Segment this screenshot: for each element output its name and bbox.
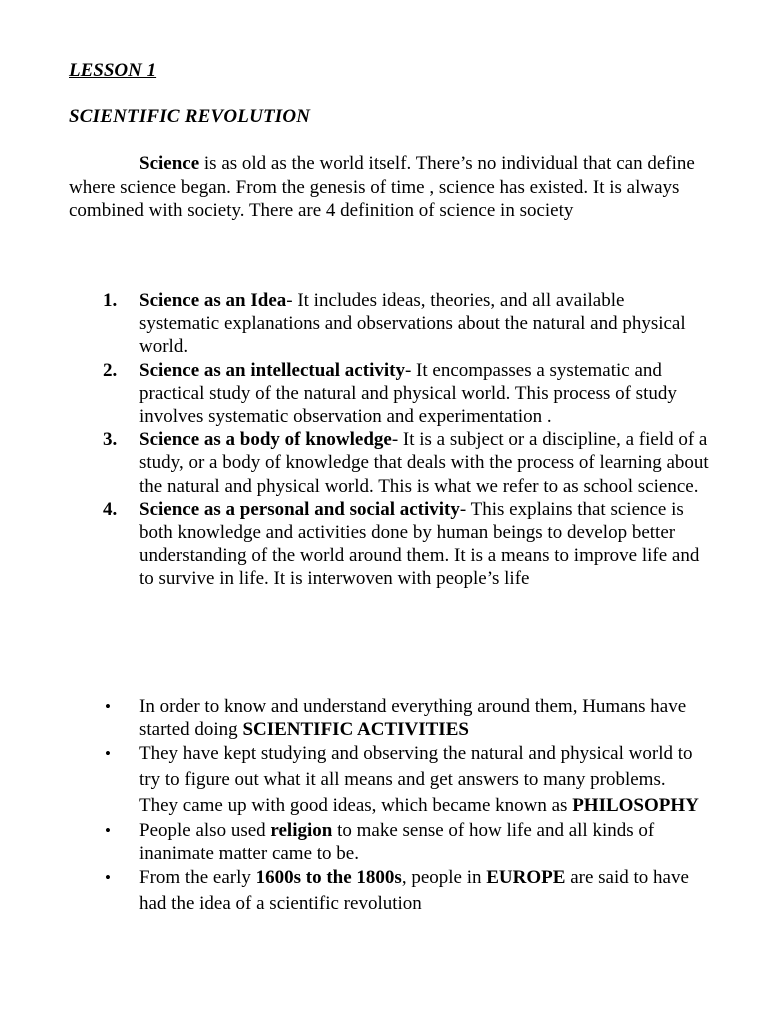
list-number: 3.: [103, 429, 118, 451]
bullet-text-after: to make sense of how life and all kinds of inanimate matter came to be.: [139, 820, 655, 864]
definition-text: - It is a subject or a discipline, a field of a study, or a body of knowledge that deals with the process of learning about the natural and physical world. This is what we refer to as school science.: [139, 429, 709, 497]
definition-term: Science as an intellectual activity: [139, 359, 405, 381]
lesson-heading: LESSON 1: [69, 60, 157, 81]
definition-text: - It includes ideas, theories, and all available systematic explanations and observations about the natural and physical world.: [139, 290, 686, 358]
definition-item: [69, 498, 709, 591]
bullet-item: [69, 819, 709, 865]
bullet-text-after: are said to have had the idea of a scientific revolution: [139, 867, 689, 914]
section-title: SCIENTIFIC REVOLUTION: [69, 106, 311, 127]
bullet-symbol: •: [105, 868, 111, 887]
intro-bold-term: Science: [139, 153, 200, 174]
definition-text: - It encompasses a systematic and practical study of the natural and physical world. This process of study involves systematic observation and experimentation .: [139, 359, 677, 428]
bullet-text: In order to know and understand everything around them, Humans have started doing: [139, 696, 687, 740]
bullet-item: [69, 865, 709, 917]
bullet-bold-text: religion: [270, 820, 333, 841]
intro-paragraph: [69, 152, 699, 223]
definition-term: Science as an Idea: [139, 290, 287, 311]
list-number: 4.: [103, 498, 118, 520]
bullet-bold-text: SCIENTIFIC ACTIVITIES: [242, 719, 469, 740]
bullet-bold-text-2: EUROPE: [486, 867, 566, 888]
definition-item: [69, 359, 709, 429]
definition-term: Science as a body of knowledge: [139, 429, 392, 451]
definition-item: [69, 428, 709, 498]
bullet-text: They have kept studying and observing the natural and physical world to try to figure out what it all means and get answers to many problems. They came up with good ideas, which became known as: [139, 743, 693, 816]
bullet-text: People also used: [139, 820, 271, 841]
bullet-item: [69, 695, 709, 741]
definitions-list: [69, 289, 709, 591]
bullet-bold-text: 1600s to the 1800s: [255, 867, 402, 888]
bullet-bold-text: PHILOSOPHY: [572, 795, 699, 816]
bullet-text-middle: , people in: [401, 867, 487, 888]
definition-term: Science as a personal and social activity: [139, 498, 460, 520]
definition-text: - This explains that science is both knowledge and activities done by human beings to develop better understanding of the world around them. It is a means to improve life and to survive in life. It is interwoven with people’s life: [139, 498, 700, 590]
list-number: 1.: [103, 290, 118, 311]
bullet-text: From the early: [139, 867, 256, 888]
bullet-item: [69, 741, 709, 819]
bullet-symbol: •: [105, 697, 111, 716]
bullet-list: [69, 695, 709, 917]
intro-text: is as old as the world itself. There’s no individual that can define where science began. From the genesis of time , science has existed. It is always combined with society. There are 4 definition of science in society: [69, 153, 695, 221]
definition-item: [69, 289, 709, 359]
list-number: 2.: [103, 359, 118, 381]
bullet-symbol: •: [105, 744, 111, 763]
bullet-symbol: •: [105, 821, 111, 840]
